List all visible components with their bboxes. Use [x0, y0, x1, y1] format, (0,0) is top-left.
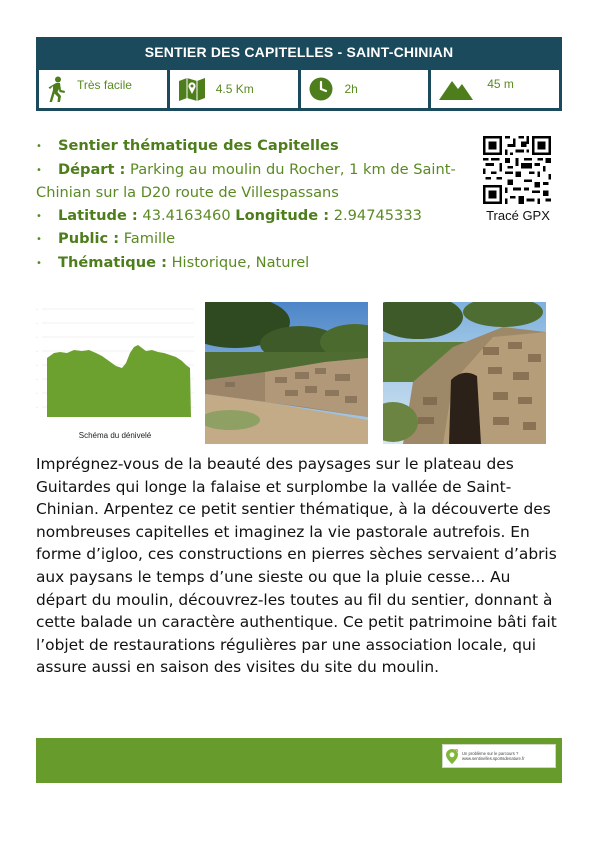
footer-url[interactable]: www.sentinelles.sportsdenature.fr [462, 756, 525, 761]
location-pin-icon [446, 749, 458, 764]
report-problem-link[interactable] [442, 744, 556, 768]
svg-text:–: – [36, 392, 38, 395]
hiker-icon [47, 76, 67, 102]
svg-text:–: – [36, 322, 38, 325]
qr-caption: Tracé GPX [486, 208, 550, 223]
detail-theme: • Thématique : Historique, Naturel [36, 253, 310, 271]
distance-cell [170, 70, 298, 108]
svg-text:–: – [36, 308, 38, 311]
duration-label: 2h [344, 82, 358, 96]
qr-code[interactable] [483, 136, 551, 204]
photo-capitelle [383, 302, 546, 444]
info-bar [36, 67, 562, 111]
detail-coordinates: • Latitude : 43.4163460 Longitude : 2.94745333 [36, 206, 422, 224]
photo-stone-wall [205, 302, 368, 444]
distance-label: 4.5 Km [215, 82, 254, 96]
elevation-profile [34, 303, 196, 417]
difficulty-cell [39, 70, 167, 108]
svg-text:–: – [36, 378, 38, 381]
difficulty-label: Très facile [77, 78, 132, 92]
profile-caption: Schéma du dénivelé [78, 431, 152, 440]
svg-text:–: – [36, 406, 38, 409]
svg-text:–: – [36, 336, 38, 339]
svg-text:–: – [36, 364, 38, 367]
svg-text:–: – [36, 350, 38, 353]
trail-description: Imprégnez-vous de la beauté des paysages sur le plateau des Guitardes qui longe la falaise et surplombe la vallée de Saint-Chinian. Arpentez ce petit sentier thématique, à la découverte des nombreuses capitelles et imaginez la vie pastorale autrefois. En forme d’igloo, ces constructions en pierres sèches servaient d’abris aux paysans le temps d’une sieste ou que la pluie cesse... Au départ du moulin, découvrez-les toutes au fil du sentier, donnant à cette balade un caractère authentique. Ce petit patrimoine bâti fait l’objet de restaurations régulières par une association locale, qui assure aussi en saison des visites du site du moulin. [36, 455, 557, 677]
footer-question: Un problème sur le parcours ? [462, 750, 519, 756]
footer-bar [36, 738, 562, 783]
elevation-label: 45 m [487, 77, 514, 91]
map-icon [178, 77, 206, 101]
detail-public: • Public : Famille [36, 230, 176, 247]
mountain-icon [439, 78, 473, 100]
duration-cell [301, 70, 429, 108]
detail-name: • Sentier thématique des Capitelles [36, 137, 339, 154]
clock-icon [309, 77, 333, 101]
elevation-cell [431, 70, 559, 108]
page-title: SENTIER DES CAPITELLES - SAINT-CHINIAN [36, 37, 562, 67]
trail-details [36, 135, 476, 275]
detail-depart: • Départ : Parking au moulin du Rocher, 1 km de Saint-Chinian sur la D20 route de Villespassans [36, 160, 456, 201]
